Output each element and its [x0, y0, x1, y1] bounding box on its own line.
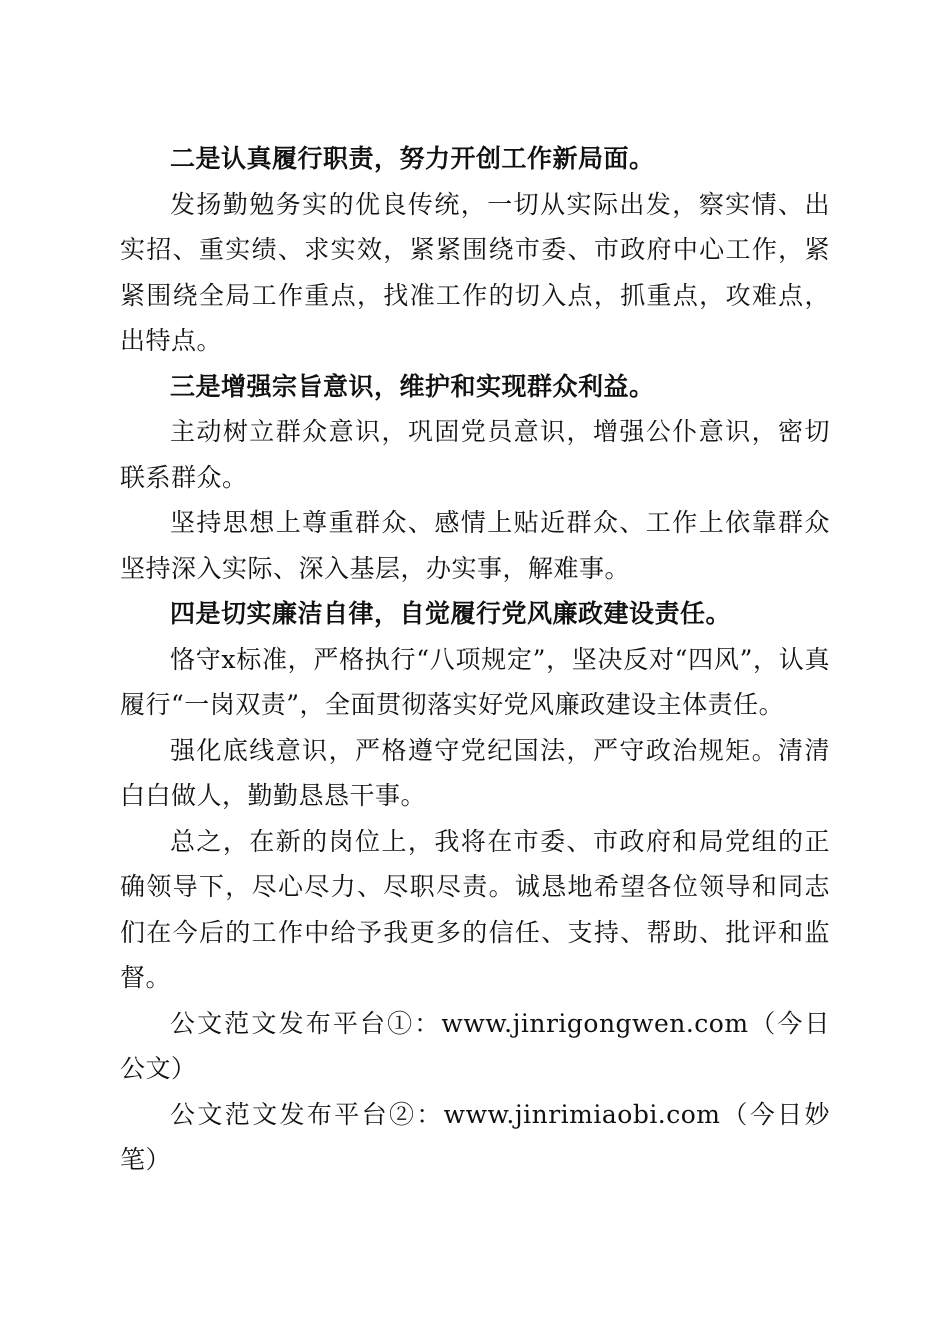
paragraph-platform-1: 公文范文发布平台①：www.jinrigongwen.com（今日公文） [120, 1008, 830, 1083]
paragraph-eight-rules: 恪守x标准，严格执行“八项规定”，坚决反对“四风”，认真履行“一岗双责”，全面贯彻落实好党风廉政建设主体责任。 [120, 644, 830, 719]
paragraph-platform-2: 公文范文发布平台②：www.jinrimiaobi.com（今日妙笔） [120, 1099, 830, 1174]
paragraph-rely-on-masses: 坚持思想上尊重群众、感情上贴近群众、工作上依靠群众坚持深入实际、深入基层，办实事，解难事。 [120, 508, 830, 583]
section-heading-mass-interest: 三是增强宗旨意识，维护和实现群众利益。 [170, 371, 655, 401]
document-page [120, 136, 830, 1183]
paragraph-work-style: 发扬勤勉务实的优良传统，一切从实际出发，察实情、出实招、重实绩、求实效，紧紧围绕市委、市政府中心工作，紧紧围绕全局工作重点，找准工作的切入点，抓重点，攻难点，出特点。 [120, 189, 830, 355]
paragraph-conclusion: 总之，在新的岗位上，我将在市委、市政府和局党组的正确领导下，尽心尽力、尽职尽责。诚恳地希望各位领导和同志们在今后的工作中给予我更多的信任、支持、帮助、批评和监督。 [120, 826, 830, 992]
paragraph-mass-awareness: 主动树立群众意识，巩固党员意识，增强公仆意识，密切联系群众。 [120, 417, 830, 492]
paragraph-bottom-line: 强化底线意识，严格遵守党纪国法，严守政治规矩。清清白白做人，勤勤恳恳干事。 [120, 735, 830, 810]
section-heading-duty: 二是认真履行职责，努力开创工作新局面。 [170, 144, 655, 173]
section-heading-integrity: 四是切实廉洁自律，自觉履行党风廉政建设责任。 [170, 599, 732, 628]
